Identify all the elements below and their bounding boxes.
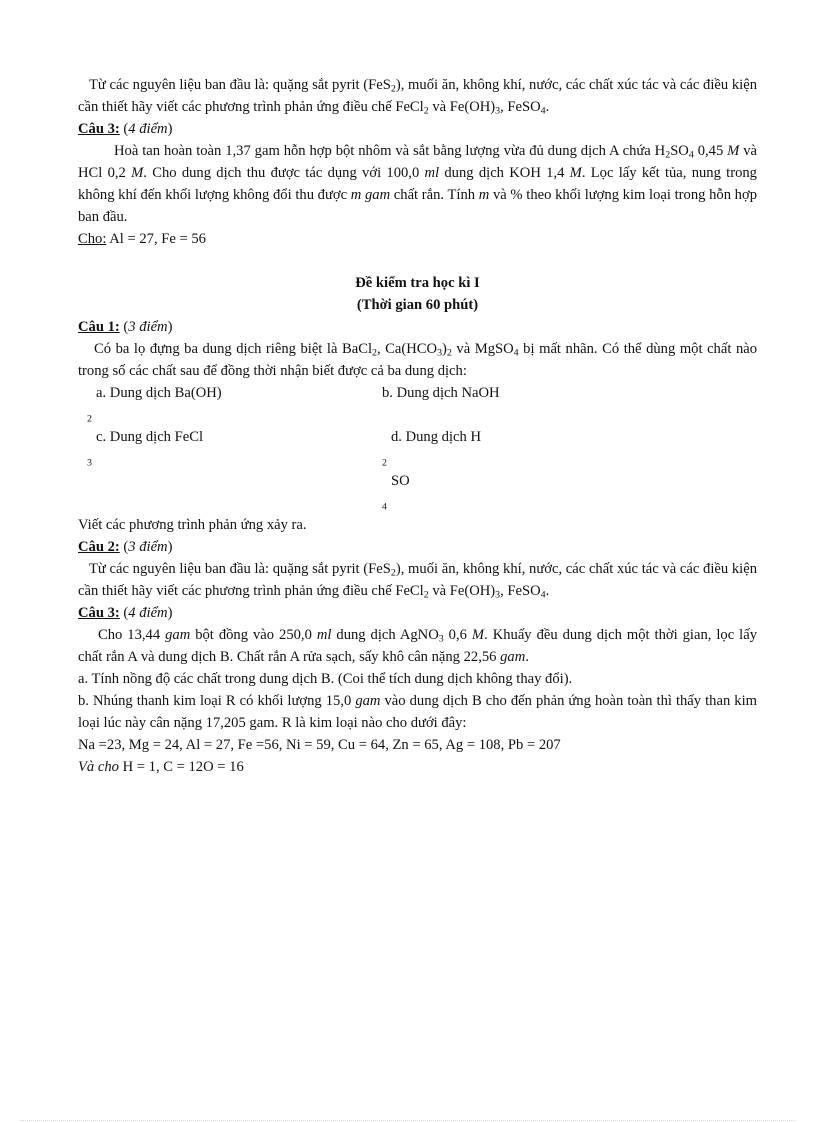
question-3-heading: Câu 3: (4 điểm) [78,121,173,137]
s2-question-1-body: Có ba lọ đựng ba dung dịch riêng biệt là BaCl$_2$, $Ca(HCO_3)_2$ và MgSO$_4$ bị mất nhãn. Có thể dùng một chất nào trong số các chất sau để đồng thời nhận biết được cả ba dung dịch: [78,341,758,379]
question-3-body: Hoà tan hoàn toàn 1,37 gam hỗn hợp bột nhôm và sắt bằng lượng vừa đủ dung dịch A chứa $H_2SO_4$ 0,45 M và HCl 0,2 M. Cho dung dịch thu được tác dụng với 100,0 ml dung dịch KOH 1,4 M. Lọc lấy kết tủa, nung trong không khí đến khối lượng không đổi thu được m gam chất rắn. Tính m và % theo khối lượng kim loại trong hỗn hợp ban đầu. [78,143,757,225]
given-values: Cho: Al = 27, Fe = 56 [78,231,206,247]
option-d: d. Dung dịch H $_2$ SO $_4$ [382,429,481,513]
atomic-masses: Na =23, Mg = 24, Al = 27, Fe =56, Ni = 59, Cu = 64, Zn = 65, Ag = 108, Pb = 207 [78,737,561,753]
s2-question-2-body: Từ các nguyên liệu ban đầu là: quặng sắt pyrit (FeS$_2$), muối ăn, không khí, nước, các chất xúc tác và các điều kiện cần thiết hãy viết các phương trình phản ứng điều chế FeCl$_2$ và $Fe(OH)_3$, FeSO$_4$. [78,561,758,601]
s2-question-1-heading: Câu 1: (3 điểm) [78,319,173,335]
s2-question-3-part-a: a. Tính nồng độ các chất trong dung dịch B. (Coi thể tích dung dịch không thay đổi). [78,671,573,687]
option-a: a. Dung dịch Ba(OH) $_2$ [87,385,222,425]
exam-duration: (Thời gian 60 phút) [356,297,479,313]
s2-question-1-instruction: Viết các phương trình phản ứng xảy ra. [78,517,307,533]
page-bottom-rule [20,1120,796,1121]
option-b: b. Dung dịch NaOH [382,385,500,401]
answer-options [78,382,757,514]
s2-question-3-body: Cho 13,44 gam bột đồng vào 250,0 ml dung dịch AgNO$_3$ 0,6 M. Khuấy đều dung dịch một thời gian, lọc lấy chất rắn A và dung dịch B. Chất rắn A rửa sạch, sấy khô cân nặng 22,56 gam. [78,627,757,665]
option-c: c. Dung dịch FeCl $_3$ [87,429,204,469]
document-page [78,74,757,778]
question-2-body: Từ các nguyên liệu ban đầu là: quặng sắt pyrit (FeS$_2$), muối ăn, không khí, nước, các chất xúc tác và các điều kiện cần thiết hãy viết các phương trình phản ứng điều chế FeCl$_2$ và $Fe(OH)_3$, FeSO$_4$. [78,77,758,117]
s2-question-3-heading: Câu 3: (4 điểm) [78,605,173,621]
additional-masses: Và cho H = 1, C = 12O = 16 [78,759,244,775]
s2-question-3-part-b: b. Nhúng thanh kim loại R có khối lượng 15,0 gam vào dung dịch B cho đến phản ứng hoàn toàn thì thấy than kim loại lúc này cân nặng 17,205 gam. R là kim loại nào cho dưới đây: [78,693,757,731]
s2-question-2-heading: Câu 2: (3 điểm) [78,539,173,555]
exam-title: Đề kiểm tra học kì I [355,275,480,291]
